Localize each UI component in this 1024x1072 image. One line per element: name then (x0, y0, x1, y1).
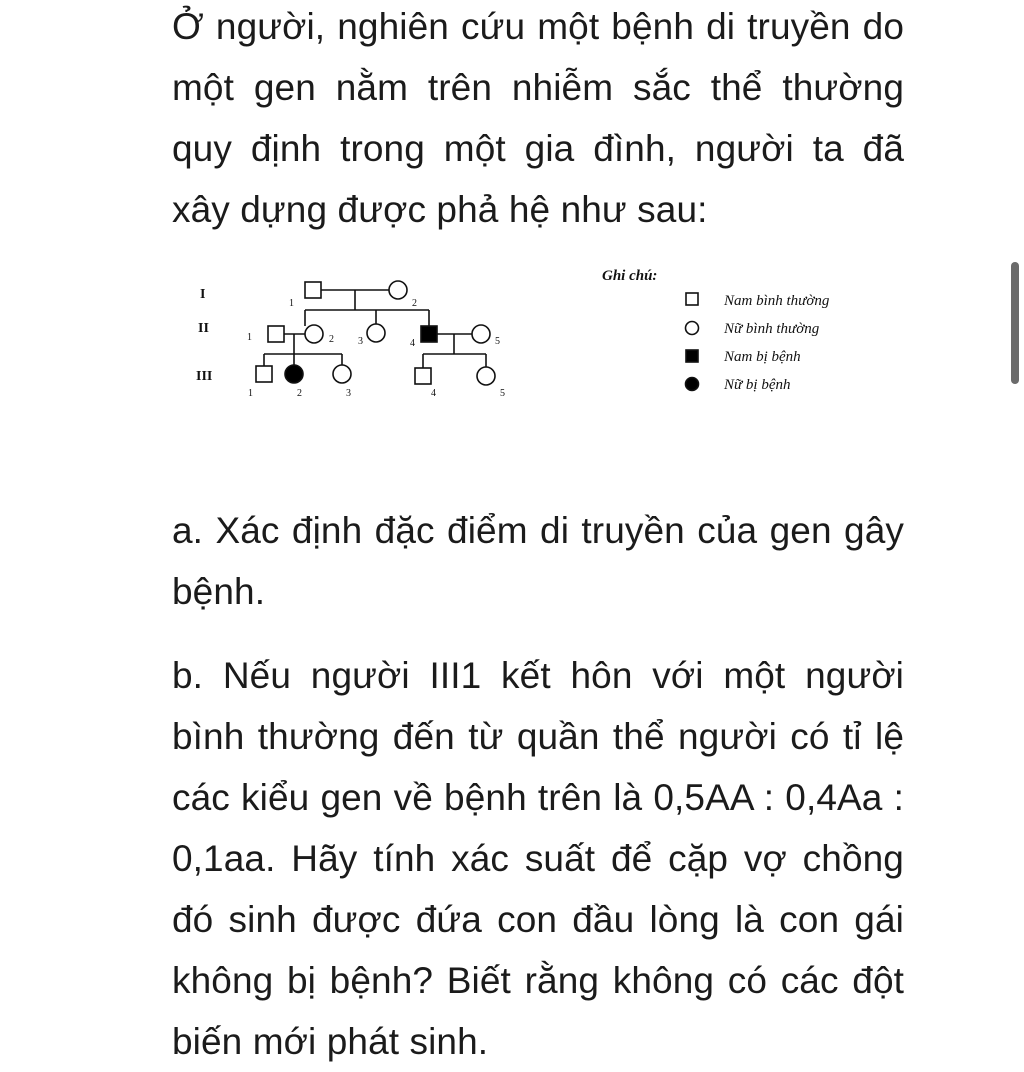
member-number: 5 (500, 388, 505, 399)
intro-paragraph: Ở người, nghiên cứu một bệnh di truyền do một gen nằm trên nhiễm sắc thể thường quy định trong một gia đình, người ta đã xây dựng được phả hệ như sau: (172, 6, 904, 230)
person-iii-1-male-normal (256, 366, 272, 382)
generation-label-iii: III (196, 369, 213, 384)
scrollbar-thumb[interactable] (1011, 262, 1019, 384)
person-iii-2-female-affected (285, 365, 303, 383)
person-i-2-female-normal (389, 281, 407, 299)
legend-open-square-icon (686, 293, 698, 305)
person-ii-3-female-normal (367, 324, 385, 342)
generation-label-i: I (200, 287, 206, 302)
person-ii-5-female-normal (472, 325, 490, 343)
legend-label-male-normal: Nam bình thường (724, 293, 830, 309)
person-ii-1-male-normal (268, 326, 284, 342)
legend-label-female-normal: Nữ bình thường (724, 321, 820, 337)
pedigree-figure (190, 262, 890, 412)
member-number: 4 (431, 388, 436, 399)
question-a: a. Xác định đặc điểm di truyền của gen gây bệnh. (172, 510, 904, 612)
legend-label-female-affected: Nữ bị bệnh (724, 377, 791, 393)
member-number: 2 (329, 334, 334, 345)
member-number: 3 (346, 388, 351, 399)
legend-title: Ghi chú: (602, 268, 658, 284)
person-iii-5-female-normal (477, 367, 495, 385)
person-ii-2-female-normal (305, 325, 323, 343)
member-number: 1 (247, 332, 252, 343)
member-number: 4 (410, 338, 415, 349)
person-iii-4-male-normal (415, 368, 431, 384)
question-b: b. Nếu người III1 kết hôn với một người bình thường đến từ quần thể người có tỉ lệ các kiểu gen về bệnh trên là 0,5AA : 0,4Aa : 0,1aa. Hãy tính xác suất để cặp vợ chồng đó sinh được đứa con đầu lòng là con gái không bị bệnh? Biết rằng không có các đột biến mới phát sinh. (172, 655, 904, 1062)
generation-label-ii: II (198, 321, 209, 336)
member-number: 2 (297, 388, 302, 399)
member-number: 2 (412, 298, 417, 309)
legend-filled-circle-icon (686, 378, 699, 391)
person-iii-3-female-normal (333, 365, 351, 383)
person-i-1-male-normal (305, 282, 321, 298)
person-ii-4-male-affected (421, 326, 437, 342)
member-number: 1 (289, 298, 294, 309)
member-number: 1 (248, 388, 253, 399)
legend-open-circle-icon (686, 322, 699, 335)
legend-filled-square-icon (686, 350, 698, 362)
member-number: 3 (358, 336, 363, 347)
member-number: 5 (495, 336, 500, 347)
legend-label-male-affected: Nam bị bệnh (724, 349, 801, 365)
